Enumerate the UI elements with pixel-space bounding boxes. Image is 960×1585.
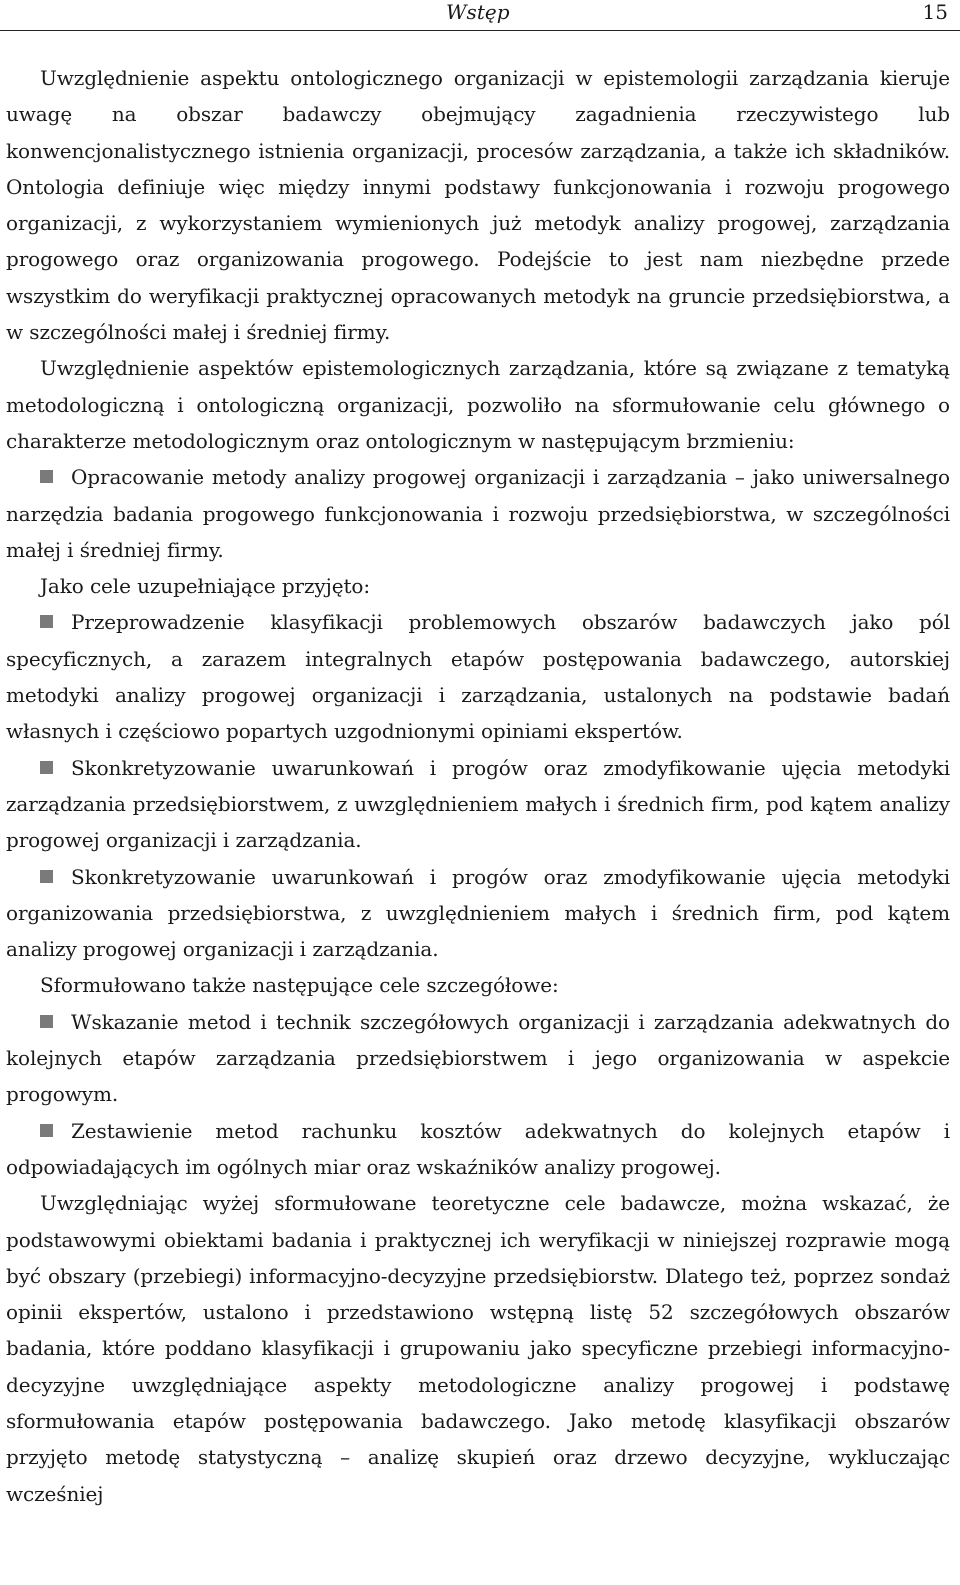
bullet-text: Zestawienie metod rachunku kosztów adekwatnych do kolejnych etapów i odpowiadających im ogólnych miar oraz wskaźników analizy progowej.	[6, 1118, 950, 1179]
bullet-item	[6, 750, 950, 859]
bullet-text: Skonkretyzowanie uwarunkowań i progów oraz zmodyfikowanie ujęcia metodyki organizowania przedsiębiorstwa, z uwzględnieniem małych i średnich firm, pod kątem analizy progowej organizacji i zarządzania.	[6, 864, 950, 962]
page-number: 15	[922, 0, 948, 24]
bullet-item	[6, 1004, 950, 1113]
square-bullet-icon	[40, 1124, 53, 1137]
paragraph-text: Uwzględniając wyżej sformułowane teoretyczne cele badawcze, można wskazać, że podstawowymi obiektami badania i praktycznej ich weryfikacji w niniejszej rozprawie mogą być obszary (przebiegi) informacyjno-decyzyjne przedsiębiorstw. Dlatego też, poprzez sondaż opinii ekspertów, ustalono i przedstawiono wstępną listę 52 szczegółowych obszarów badania, które poddano klasyfikacji i grupowaniu jako specyficzne przebiegi informacyjno-decyzyjne uwzględniające aspekty metodologiczne analizy progowej i podstawę sformułowania etapów postępowania badawczego. Jako metodę klasyfikacji obszarów przyjęto metodę statystyczną – analizę skupień oraz drzewo decyzyjne, wykluczając wcześniej	[6, 1191, 950, 1506]
page-body	[6, 60, 950, 1512]
bullet-text: Wskazanie metod i technik szczegółowych organizacji i zarządzania adekwatnych do kolejnych etapów zarządzania przedsiębiorstwem i jego organizowania w aspekcie progowym.	[6, 1009, 950, 1107]
paragraph-text: Sformułowano także następujące cele szczegółowe:	[40, 973, 559, 998]
bullet-text: Przeprowadzenie klasyfikacji problemowych obszarów badawczych jako pól specyficznych, a zarazem integralnych etapów postępowania badawczego, autorskiej metodyki analizy progowej organizacji i zarządzania, ustalonych na podstawie badań własnych i częściowo popartych uzgodnionymi opiniami ekspertów.	[6, 610, 950, 744]
square-bullet-icon	[40, 761, 53, 774]
paragraph-text: Uwzględnienie aspektu ontologicznego organizacji w epistemologii zarządzania kieruje uwagę na obszar badawczy obejmujący zagadnienia rzeczywistego lub konwencjonalistycznego istnienia organizacji, procesów zarządzania, a także ich składników. Ontologia definiuje więc między innymi podstawy funkcjonowania i rozwoju progowego organizacji, z wykorzystaniem wymienionych już metodyk analizy progowej, zarządzania progowego oraz organizowania progowego. Podejście to jest nam niezbędne przede wszystkim do weryfikacji praktycznej opracowanych metodyk na gruncie przedsiębiorstwa, a w szczególności małej i średniej firmy.	[6, 66, 950, 345]
running-title: Wstęp	[446, 0, 510, 24]
paragraph	[6, 967, 950, 1003]
bullet-item	[6, 459, 950, 568]
paragraph	[6, 568, 950, 604]
bullet-item	[6, 604, 950, 749]
square-bullet-icon	[40, 615, 53, 628]
paragraph-text: Jako cele uzupełniające przyjęto:	[40, 574, 370, 599]
page-header	[0, 0, 960, 31]
paragraph	[6, 1185, 950, 1512]
bullet-item	[6, 1113, 950, 1186]
square-bullet-icon	[40, 470, 53, 483]
paragraph	[6, 350, 950, 459]
paragraph	[6, 60, 950, 350]
square-bullet-icon	[40, 870, 53, 883]
square-bullet-icon	[40, 1015, 53, 1028]
bullet-text: Opracowanie metody analizy progowej organizacji i zarządzania – jako uniwersalnego narzędzia badania progowego funkcjonowania i rozwoju przedsiębiorstwa, w szczególności małej i średniej firmy.	[6, 465, 950, 562]
bullet-item	[6, 859, 950, 968]
bullet-text: Skonkretyzowanie uwarunkowań i progów oraz zmodyfikowanie ujęcia metodyki zarządzania przedsiębiorstwem, z uwzględnieniem małych i średnich firm, pod kątem analizy progowej organizacji i zarządzania.	[6, 755, 950, 853]
paragraph-text: Uwzględnienie aspektów epistemologicznych zarządzania, które są związane z tematyką metodologiczną i ontologiczną organizacji, pozwoliło na sformułowanie celu głównego o charakterze metodologicznym oraz ontologicznym w następującym brzmieniu:	[6, 356, 950, 453]
